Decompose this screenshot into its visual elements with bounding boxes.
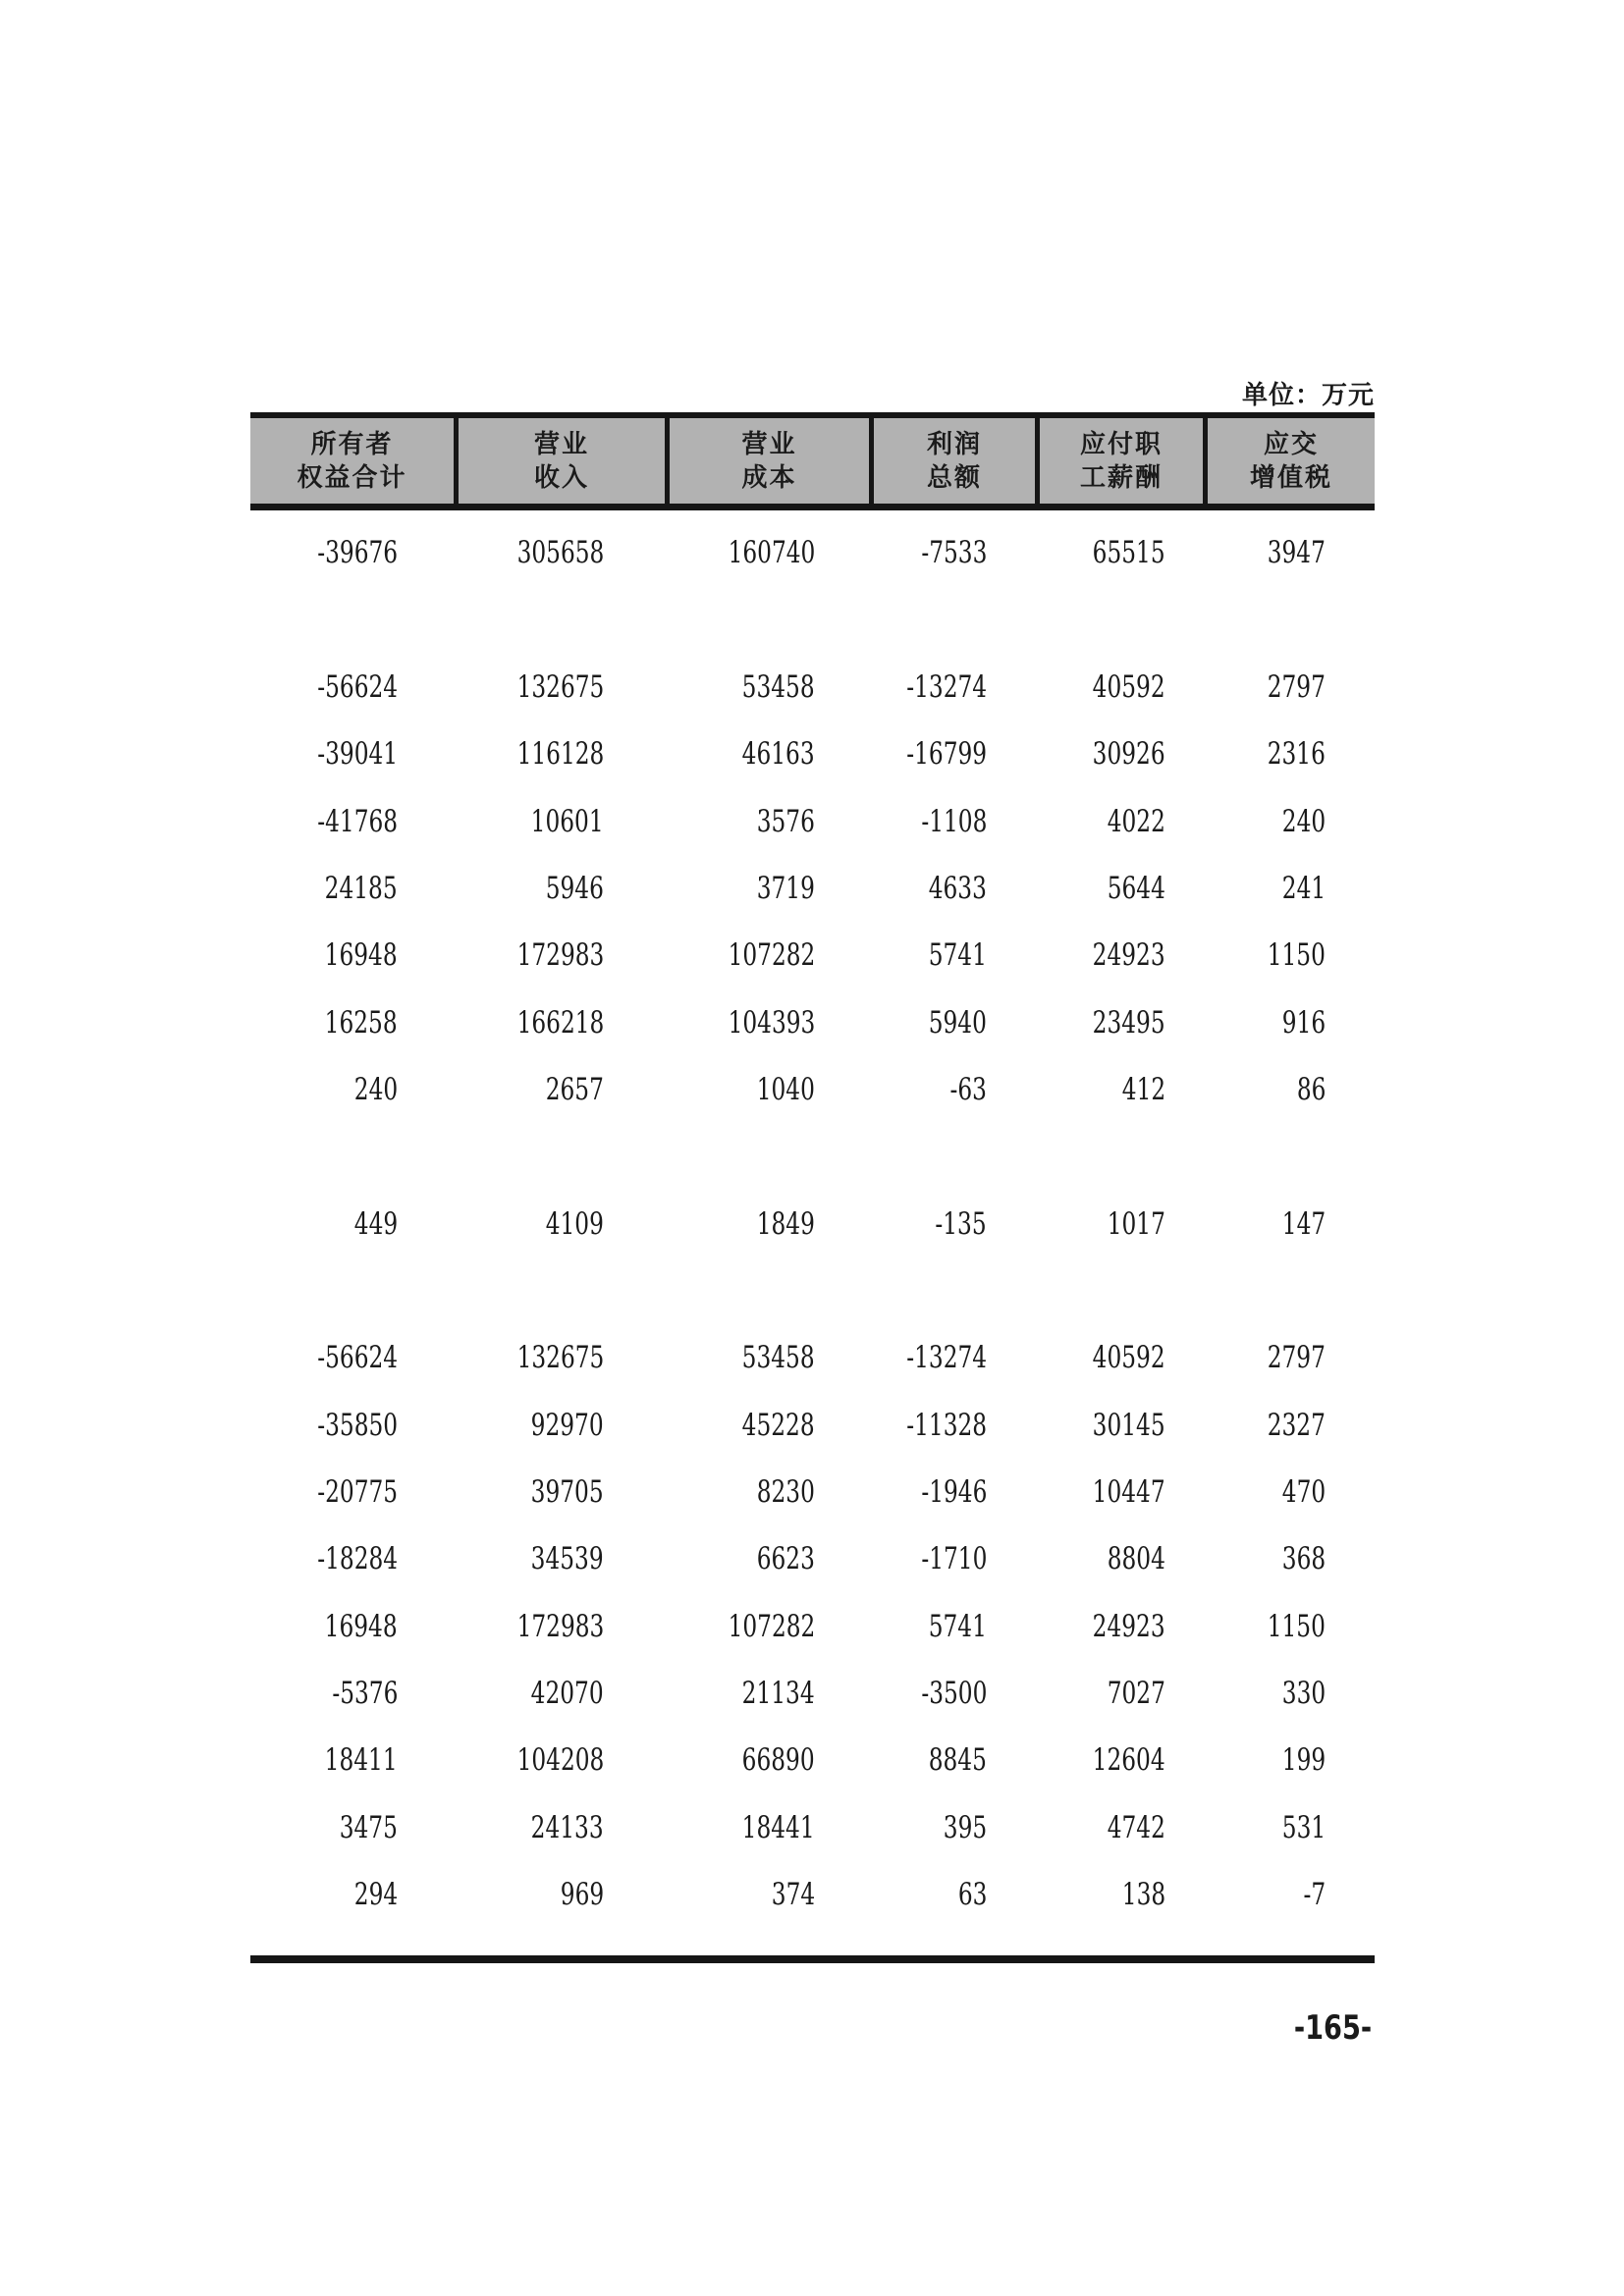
table-cell — [459, 1676, 670, 1711]
cell-value: 86 — [1296, 1071, 1326, 1107]
cell-value: 7027 — [1107, 1676, 1165, 1712]
cell-value: 107282 — [728, 1608, 815, 1644]
table-row — [250, 1861, 1375, 1928]
table-cell — [670, 1408, 874, 1443]
cell-value: 199 — [1281, 1742, 1326, 1779]
table-cell — [874, 1541, 1040, 1576]
cell-value: 16258 — [325, 1004, 398, 1041]
table-cell — [250, 1408, 459, 1443]
table-row — [250, 1391, 1375, 1458]
cell-value: 30926 — [1093, 736, 1165, 773]
cell-value: 18411 — [325, 1742, 398, 1779]
table-cell — [670, 1206, 874, 1242]
table-cell — [670, 669, 874, 705]
table-cell — [459, 871, 670, 906]
cell-value: 5741 — [928, 937, 987, 974]
table-cell — [1208, 804, 1375, 839]
unit-label: 单位：万元 — [1241, 381, 1375, 410]
cell-value: 2657 — [545, 1071, 604, 1107]
table-row — [250, 1190, 1375, 1256]
col-header-line: 所有者 — [310, 429, 394, 459]
cell-value: -39676 — [317, 535, 398, 571]
cell-value: -7533 — [920, 535, 987, 571]
cell-value: 8230 — [756, 1473, 815, 1510]
cell-value: 63 — [957, 1877, 987, 1913]
cell-value: 21134 — [742, 1676, 815, 1712]
cell-value: 8804 — [1107, 1541, 1165, 1577]
table-cell — [874, 804, 1040, 839]
table-cell — [1208, 871, 1375, 906]
col-header-line: 应交 — [1263, 429, 1319, 459]
table-cell — [1208, 736, 1375, 772]
table-cell — [1208, 1810, 1375, 1845]
table-cell — [670, 1005, 874, 1041]
cell-value: 45228 — [742, 1407, 815, 1443]
cell-value: -135 — [935, 1205, 987, 1242]
cell-value: 53458 — [742, 668, 815, 705]
table-cell — [1040, 669, 1208, 705]
cell-value: 4022 — [1107, 803, 1165, 839]
cell-value: 66890 — [742, 1742, 815, 1779]
cell-value: 18441 — [742, 1809, 815, 1845]
table-cell — [1040, 1474, 1208, 1510]
cell-value: 147 — [1281, 1205, 1326, 1242]
cell-value: 10601 — [531, 803, 604, 839]
table-cell — [459, 669, 670, 705]
table-row — [250, 654, 1375, 721]
table-cell — [1040, 1072, 1208, 1107]
table-cell — [874, 1005, 1040, 1041]
col-header-vat-payable — [1208, 418, 1375, 504]
table-cell — [1208, 1005, 1375, 1041]
table-cell — [250, 804, 459, 839]
cell-value: 916 — [1281, 1004, 1326, 1041]
table-cell — [459, 1206, 670, 1242]
cell-value: 2797 — [1267, 1340, 1326, 1376]
table-cell — [1040, 937, 1208, 973]
table-cell — [250, 669, 459, 705]
table-cell — [670, 1474, 874, 1510]
table-cell — [459, 1810, 670, 1845]
table-cell — [670, 1609, 874, 1644]
table-cell — [1040, 1810, 1208, 1845]
col-header-payroll-payable — [1040, 418, 1208, 504]
cell-value: -13274 — [906, 668, 987, 705]
table-cell — [874, 1609, 1040, 1644]
table-cell — [874, 669, 1040, 705]
table-cell — [670, 1072, 874, 1107]
cell-value: 65515 — [1093, 535, 1165, 571]
cell-value: 104208 — [516, 1742, 604, 1779]
table-row — [250, 1727, 1375, 1793]
col-header-line: 权益合计 — [297, 462, 407, 493]
table-cell — [874, 1072, 1040, 1107]
cell-value: -18284 — [317, 1541, 398, 1577]
cell-value: -3500 — [920, 1676, 987, 1712]
table-cell — [250, 1072, 459, 1107]
cell-value: 42070 — [531, 1676, 604, 1712]
cell-value: -1710 — [920, 1541, 987, 1577]
table-cell — [670, 937, 874, 973]
cell-value: 166218 — [516, 1004, 604, 1041]
cell-value: 412 — [1121, 1071, 1165, 1107]
cell-value: 16948 — [325, 937, 398, 974]
table-cell — [1208, 937, 1375, 973]
cell-value: 24185 — [325, 870, 398, 906]
table-row — [250, 1794, 1375, 1861]
table-cell — [250, 1877, 459, 1912]
table-row — [250, 1123, 1375, 1190]
col-header-owners-equity — [250, 418, 459, 504]
cell-value: 4742 — [1107, 1809, 1165, 1845]
table-header-row — [250, 418, 1375, 504]
page-number: -165- — [1293, 2008, 1372, 2048]
cell-value: -20775 — [317, 1473, 398, 1510]
table-cell — [250, 736, 459, 772]
table-cell — [874, 535, 1040, 570]
table-row — [250, 1324, 1375, 1391]
col-header-line: 成本 — [741, 462, 797, 493]
cell-value: 5946 — [545, 870, 604, 906]
cell-value: 92970 — [531, 1407, 604, 1443]
table-cell — [874, 1742, 1040, 1778]
cell-value: -5376 — [331, 1676, 398, 1712]
table-cell — [459, 1541, 670, 1576]
cell-value: 241 — [1281, 870, 1326, 906]
cell-value: 24133 — [531, 1809, 604, 1845]
table-row — [250, 1593, 1375, 1660]
table-cell — [1040, 804, 1208, 839]
table-cell — [1208, 1340, 1375, 1375]
cell-value: -16799 — [906, 736, 987, 773]
col-header-total-profit — [874, 418, 1040, 504]
cell-value: 330 — [1281, 1676, 1326, 1712]
table-cell — [670, 1742, 874, 1778]
cell-value: 10447 — [1093, 1473, 1165, 1510]
table-cell — [1040, 1609, 1208, 1644]
table-cell — [1040, 871, 1208, 906]
table-cell — [1208, 535, 1375, 570]
table-cell — [1040, 535, 1208, 570]
cell-value: 116128 — [516, 736, 604, 773]
table-cell — [670, 804, 874, 839]
table-row — [250, 988, 1375, 1055]
cell-value: 46163 — [742, 736, 815, 773]
table-cell — [459, 1474, 670, 1510]
table-header-rule — [250, 504, 1375, 510]
cell-value: 40592 — [1093, 1340, 1165, 1376]
cell-value: 172983 — [516, 937, 604, 974]
table-cell — [459, 1005, 670, 1041]
cell-value: 24923 — [1093, 937, 1165, 974]
cell-value: 2316 — [1267, 736, 1326, 773]
cell-value: 23495 — [1093, 1004, 1165, 1041]
table-cell — [250, 1005, 459, 1041]
table-cell — [1208, 1206, 1375, 1242]
cell-value: 3576 — [756, 803, 815, 839]
table-row — [250, 855, 1375, 922]
cell-value: 470 — [1281, 1473, 1326, 1510]
table-cell — [250, 937, 459, 973]
table-cell — [1208, 1609, 1375, 1644]
cell-value: -13274 — [906, 1340, 987, 1376]
col-header-operating-cost — [670, 418, 874, 504]
table-cell — [874, 1340, 1040, 1375]
table-row — [250, 1660, 1375, 1727]
table-cell — [1208, 669, 1375, 705]
table-cell — [874, 1408, 1040, 1443]
cell-value: 240 — [353, 1071, 398, 1107]
table-cell — [1208, 1541, 1375, 1576]
cell-value: 24923 — [1093, 1608, 1165, 1644]
cell-value: 160740 — [728, 535, 815, 571]
table-row — [250, 1056, 1375, 1123]
table-cell — [250, 1810, 459, 1845]
col-header-line: 工薪酬 — [1079, 462, 1163, 493]
cell-value: 531 — [1281, 1809, 1326, 1845]
table-cell — [874, 736, 1040, 772]
table-cell — [670, 1340, 874, 1375]
col-header-line: 增值税 — [1249, 462, 1332, 493]
data-table — [250, 412, 1375, 1963]
cell-value: 30145 — [1093, 1407, 1165, 1443]
cell-value: 5940 — [928, 1004, 987, 1041]
table-cell — [1040, 1408, 1208, 1443]
table-cell — [459, 1877, 670, 1912]
table-row — [250, 519, 1375, 586]
cell-value: 2797 — [1267, 668, 1326, 705]
cell-value: 1040 — [756, 1071, 815, 1107]
cell-value: -56624 — [317, 1340, 398, 1376]
cell-value: 104393 — [728, 1004, 815, 1041]
table-cell — [1040, 1541, 1208, 1576]
cell-value: 449 — [353, 1205, 398, 1242]
table-row — [250, 1459, 1375, 1525]
cell-value: 3947 — [1267, 535, 1326, 571]
cell-value: -11328 — [906, 1407, 987, 1443]
table-cell — [1040, 1340, 1208, 1375]
cell-value: 3475 — [339, 1809, 398, 1845]
table-cell — [1040, 1676, 1208, 1711]
cell-value: -56624 — [317, 668, 398, 705]
table-cell — [250, 871, 459, 906]
col-header-line: 营业 — [533, 429, 589, 459]
table-cell — [1040, 1206, 1208, 1242]
cell-value: 53458 — [742, 1340, 815, 1376]
cell-value: 4109 — [545, 1205, 604, 1242]
table-cell — [459, 736, 670, 772]
table-cell — [1040, 1005, 1208, 1041]
cell-value: 40592 — [1093, 668, 1165, 705]
table-cell — [250, 535, 459, 570]
table-cell — [670, 535, 874, 570]
cell-value: 1150 — [1267, 1608, 1326, 1644]
cell-value: 132675 — [516, 1340, 604, 1376]
table-cell — [874, 1877, 1040, 1912]
cell-value: 12604 — [1093, 1742, 1165, 1779]
cell-value: 395 — [943, 1809, 987, 1845]
col-header-line: 应付职 — [1079, 429, 1163, 459]
cell-value: 3719 — [756, 870, 815, 906]
cell-value: 5741 — [928, 1608, 987, 1644]
table-cell — [1208, 1408, 1375, 1443]
table-body — [250, 510, 1375, 1955]
table-cell — [459, 1340, 670, 1375]
cell-value: -41768 — [317, 803, 398, 839]
table-cell — [459, 804, 670, 839]
table-cell — [874, 937, 1040, 973]
col-header-line: 总额 — [926, 462, 982, 493]
table-cell — [874, 1474, 1040, 1510]
cell-value: 2327 — [1267, 1407, 1326, 1443]
table-cell — [1208, 1877, 1375, 1912]
table-cell — [1208, 1676, 1375, 1711]
table-cell — [459, 1072, 670, 1107]
table-cell — [250, 1676, 459, 1711]
cell-value: 1849 — [756, 1205, 815, 1242]
cell-value: 1150 — [1267, 937, 1326, 974]
table-cell — [250, 1609, 459, 1644]
cell-value: 305658 — [516, 535, 604, 571]
table-cell — [670, 1676, 874, 1711]
table-row — [250, 586, 1375, 653]
col-header-line: 收入 — [533, 462, 589, 493]
table-cell — [1040, 1742, 1208, 1778]
table-cell — [1040, 736, 1208, 772]
table-cell — [670, 871, 874, 906]
cell-value: 1017 — [1107, 1205, 1165, 1242]
table-row — [250, 1525, 1375, 1592]
cell-value: -1108 — [920, 803, 987, 839]
col-header-operating-revenue — [459, 418, 670, 504]
table-cell — [250, 1206, 459, 1242]
table-cell — [670, 1541, 874, 1576]
cell-value: -39041 — [317, 736, 398, 773]
table-row — [250, 787, 1375, 854]
cell-value: 138 — [1121, 1877, 1165, 1913]
table-cell — [1208, 1742, 1375, 1778]
table-cell — [670, 736, 874, 772]
cell-value: 4633 — [928, 870, 987, 906]
table-cell — [459, 535, 670, 570]
table-bottom-rule — [250, 1955, 1375, 1963]
col-header-line: 利润 — [926, 429, 982, 459]
cell-value: -7 — [1303, 1877, 1326, 1913]
table-cell — [874, 871, 1040, 906]
table-cell — [1208, 1474, 1375, 1510]
table-cell — [459, 1742, 670, 1778]
table-cell — [250, 1541, 459, 1576]
table-cell — [250, 1742, 459, 1778]
cell-value: 16948 — [325, 1608, 398, 1644]
table-cell — [250, 1474, 459, 1510]
cell-value: 5644 — [1107, 870, 1165, 906]
table-cell — [1040, 1877, 1208, 1912]
cell-value: 374 — [771, 1877, 815, 1913]
cell-value: 240 — [1281, 803, 1326, 839]
cell-value: 8845 — [928, 1742, 987, 1779]
cell-value: -1946 — [920, 1473, 987, 1510]
col-header-line: 营业 — [741, 429, 797, 459]
table-cell — [670, 1877, 874, 1912]
cell-value: 294 — [353, 1877, 398, 1913]
table-cell — [670, 1810, 874, 1845]
table-row — [250, 1257, 1375, 1324]
table-cell — [874, 1810, 1040, 1845]
table-row — [250, 922, 1375, 988]
cell-value: -35850 — [317, 1407, 398, 1443]
cell-value: 969 — [560, 1877, 604, 1913]
table-cell — [1208, 1072, 1375, 1107]
cell-value: 34539 — [531, 1541, 604, 1577]
cell-value: 107282 — [728, 937, 815, 974]
cell-value: 6623 — [756, 1541, 815, 1577]
cell-value: 368 — [1281, 1541, 1326, 1577]
table-cell — [459, 1609, 670, 1644]
cell-value: -63 — [949, 1071, 987, 1107]
table-cell — [250, 1340, 459, 1375]
table-row — [250, 721, 1375, 787]
table-cell — [874, 1206, 1040, 1242]
cell-value: 172983 — [516, 1608, 604, 1644]
table-cell — [874, 1676, 1040, 1711]
table-cell — [459, 937, 670, 973]
cell-value: 132675 — [516, 668, 604, 705]
table-cell — [459, 1408, 670, 1443]
cell-value: 39705 — [531, 1473, 604, 1510]
